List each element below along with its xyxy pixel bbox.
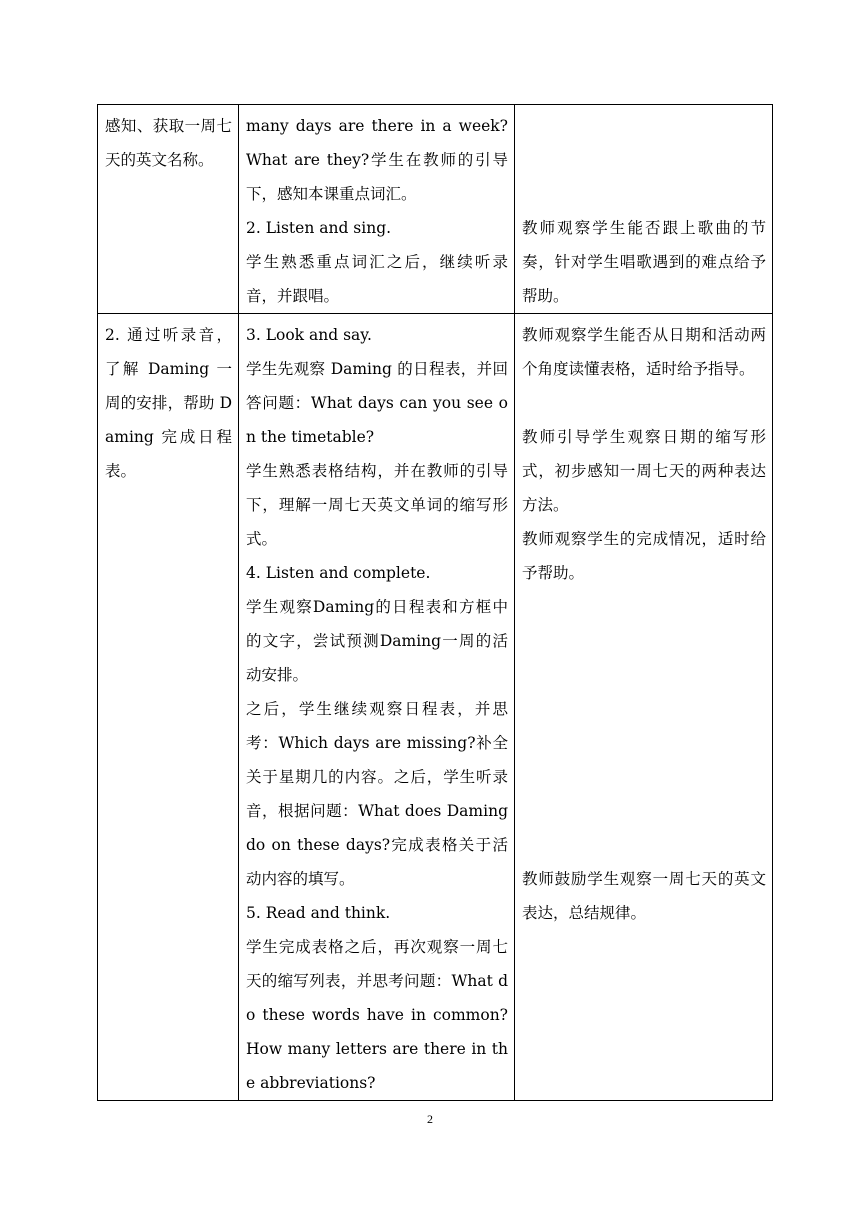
table-row: [98, 105, 773, 314]
step-description: 学生熟悉表格结构，并在教师的引导下，理解一周七天英文单词的缩写形式。: [246, 462, 508, 548]
evaluation-text: 教师引导学生观察日期的缩写形式，初步感知一周七天的两种表达方法。: [522, 428, 766, 514]
activity-cell: [239, 105, 515, 314]
evaluation-text: 教师观察学生能否跟上歌曲的节奏，针对学生唱歌遇到的难点给予帮助。: [522, 219, 766, 305]
table-row: [98, 314, 773, 1101]
page-number: 2: [427, 1112, 433, 1126]
step-description: 学生熟悉重点词汇之后，继续听录音，并跟唱。: [246, 253, 508, 305]
evaluation-cell: [515, 105, 773, 314]
step-description: 学生先观察 Daming 的日程表，并回答问题：What days can you see on the timetable?: [246, 360, 508, 446]
evaluation-text: 教师观察学生的完成情况，适时给予帮助。: [522, 530, 766, 582]
step-title: 3. Look and say.: [246, 326, 372, 344]
step-title: 5. Read and think.: [246, 904, 391, 922]
lesson-plan-table: [97, 104, 773, 1101]
evaluation-text: 教师观察学生能否从日期和活动两个角度读懂表格，适时给予指导。: [522, 326, 766, 378]
objective-text: 2. 通过听录音，了解 Daming 一周的安排，帮助 Daming 完成日程表。: [105, 326, 232, 480]
step-title: 4. Listen and complete.: [246, 564, 431, 582]
objective-cell: [98, 105, 239, 314]
objective-cell: [98, 314, 239, 1101]
step-description: 学生观察Daming的日程表和方框中的文字，尝试预测Daming一周的活动安排。: [246, 598, 508, 684]
step-title: 2. Listen and sing.: [246, 219, 392, 237]
evaluation-cell: [515, 314, 773, 1101]
evaluation-text: 教师鼓励学生观察一周七天的英文表达，总结规律。: [522, 870, 766, 922]
step-description: 之后，学生继续观察日程表，并思考：Which days are missing?补全关于星期几的内容。之后，学生听录音，根据问题：What does Daming do on these days?完成表格关于活动内容的填写。: [246, 700, 508, 888]
objective-text: 感知、获取一周七天的英文名称。: [105, 117, 232, 169]
activity-cell: [239, 314, 515, 1101]
activity-text: many days are there in a week? What are they?学生在教师的引导下，感知本课重点词汇。: [246, 117, 508, 203]
step-description: 学生完成表格之后，再次观察一周七天的缩写列表，并思考问题：What do these words have in common? How many letters are there in the abbreviations?: [246, 938, 508, 1092]
